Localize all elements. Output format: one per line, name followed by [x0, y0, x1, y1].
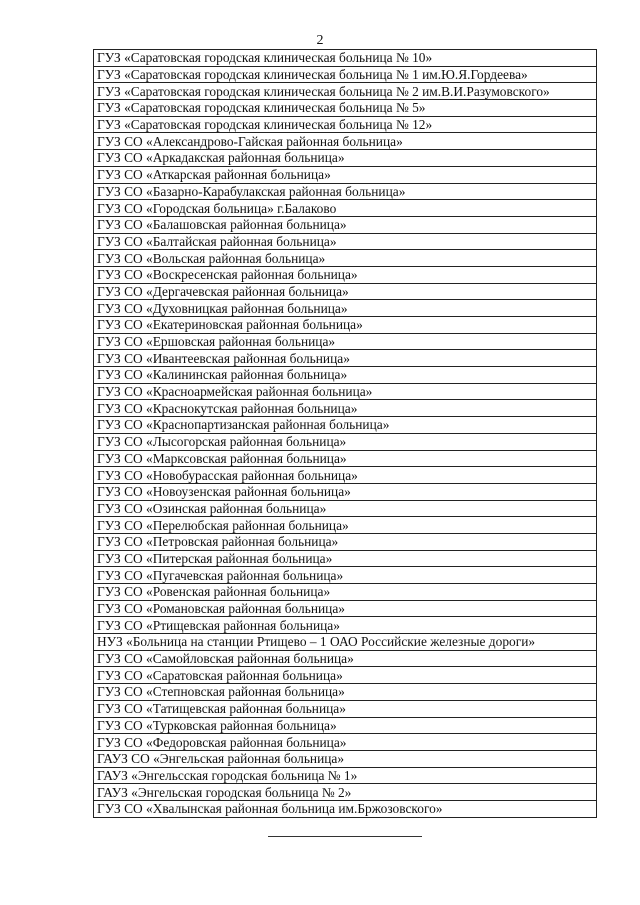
table-row — [94, 50, 597, 67]
table-row — [94, 684, 597, 701]
table-row — [94, 350, 597, 367]
hospital-name-cell: ГУЗ СО «Петровская районная больница» — [94, 533, 597, 550]
table-row — [94, 133, 597, 150]
table-row — [94, 617, 597, 634]
table-row — [94, 584, 597, 601]
hospital-name-cell: ГУЗ «Саратовская городская клиническая больница № 2 им.В.И.Разумовского» — [94, 83, 597, 100]
table-row — [94, 717, 597, 734]
hospital-name-cell: ГУЗ СО «Воскресенская районная больница» — [94, 266, 597, 283]
table-row — [94, 100, 597, 117]
hospital-name-cell: ГУЗ СО «Новобурасская районная больница» — [94, 467, 597, 484]
table-row — [94, 216, 597, 233]
hospital-name-cell: ГУЗ СО «Балашовская районная больница» — [94, 216, 597, 233]
table-row — [94, 734, 597, 751]
table-row — [94, 517, 597, 534]
hospital-name-cell: ГАУЗ «Энгельсская городская больница № 1» — [94, 767, 597, 784]
hospital-name-cell: ГУЗ СО «Калининская районная больница» — [94, 367, 597, 384]
table-row — [94, 800, 597, 817]
hospital-name-cell: ГУЗ СО «Вольская районная больница» — [94, 250, 597, 267]
table-row — [94, 550, 597, 567]
table-row — [94, 200, 597, 217]
hospital-name-cell: ГУЗ СО «Перелюбская районная больница» — [94, 517, 597, 534]
hospital-name-cell: ГУЗ СО «Ртищевская районная больница» — [94, 617, 597, 634]
table-row — [94, 116, 597, 133]
hospital-name-cell: ГУЗ СО «Ровенская районная больница» — [94, 584, 597, 601]
table-row — [94, 767, 597, 784]
hospital-name-cell: НУЗ «Больница на станции Ртищево – 1 ОАО Российские железные дороги» — [94, 634, 597, 651]
hospital-name-cell: ГУЗ СО «Озинская районная больница» — [94, 500, 597, 517]
table-row — [94, 283, 597, 300]
table-row — [94, 483, 597, 500]
table-row — [94, 150, 597, 167]
table-row — [94, 333, 597, 350]
hospital-name-cell: ГАУЗ «Энгельская городская больница № 2» — [94, 784, 597, 801]
table-row — [94, 83, 597, 100]
hospital-name-cell: ГУЗ СО «Александрово-Гайская районная больница» — [94, 133, 597, 150]
hospital-name-cell: ГУЗ СО «Краснокутская районная больница» — [94, 400, 597, 417]
table-row — [94, 667, 597, 684]
hospital-name-cell: ГУЗ СО «Пугачевская районная больница» — [94, 567, 597, 584]
hospital-name-cell: ГАУЗ СО «Энгельская районная больница» — [94, 750, 597, 767]
hospital-name-cell: ГУЗ СО «Краснопартизанская районная больница» — [94, 417, 597, 434]
hospital-name-cell: ГУЗ СО «Духовницкая районная больница» — [94, 300, 597, 317]
hospital-name-cell: ГУЗ СО «Марксовская районная больница» — [94, 450, 597, 467]
hospital-name-cell: ГУЗ СО «Базарно-Карабулакская районная больница» — [94, 183, 597, 200]
hospital-name-cell: ГУЗ «Саратовская городская клиническая больница № 1 им.Ю.Я.Гордеева» — [94, 66, 597, 83]
footer-divider — [268, 836, 422, 837]
table-row — [94, 750, 597, 767]
hospital-name-cell: ГУЗ СО «Городская больница» г.Балаково — [94, 200, 597, 217]
table-row — [94, 634, 597, 651]
table-row — [94, 784, 597, 801]
hospital-name-cell: ГУЗ СО «Ивантеевская районная больница» — [94, 350, 597, 367]
table-row — [94, 600, 597, 617]
table-row — [94, 66, 597, 83]
hospital-name-cell: ГУЗ СО «Ершовская районная больница» — [94, 333, 597, 350]
table-row — [94, 183, 597, 200]
table-row — [94, 233, 597, 250]
table-row — [94, 250, 597, 267]
table-row — [94, 300, 597, 317]
table-row — [94, 367, 597, 384]
hospital-name-cell: ГУЗ СО «Красноармейская районная больница» — [94, 383, 597, 400]
hospital-name-cell: ГУЗ СО «Новоузенская районная больница» — [94, 483, 597, 500]
hospital-name-cell: ГУЗ СО «Татищевская районная больница» — [94, 700, 597, 717]
table-row — [94, 433, 597, 450]
table-row — [94, 467, 597, 484]
table-row — [94, 383, 597, 400]
hospital-list-body — [94, 50, 597, 818]
hospital-name-cell: ГУЗ СО «Степновская районная больница» — [94, 684, 597, 701]
table-row — [94, 650, 597, 667]
table-row — [94, 700, 597, 717]
hospital-name-cell: ГУЗ СО «Дергачевская районная больница» — [94, 283, 597, 300]
hospital-name-cell: ГУЗ «Саратовская городская клиническая больница № 10» — [94, 50, 597, 67]
hospital-name-cell: ГУЗ СО «Саратовская районная больница» — [94, 667, 597, 684]
hospital-name-cell: ГУЗ СО «Аркадакская районная больница» — [94, 150, 597, 167]
hospital-name-cell: ГУЗ СО «Романовская районная больница» — [94, 600, 597, 617]
table-row — [94, 166, 597, 183]
table-row — [94, 450, 597, 467]
table-row — [94, 500, 597, 517]
hospital-name-cell: ГУЗ СО «Федоровская районная больница» — [94, 734, 597, 751]
hospital-name-cell: ГУЗ СО «Лысогорская районная больница» — [94, 433, 597, 450]
hospital-name-cell: ГУЗ СО «Питерская районная больница» — [94, 550, 597, 567]
hospital-name-cell: ГУЗ СО «Хвалынская районная больница им.Бржозовского» — [94, 800, 597, 817]
table-row — [94, 533, 597, 550]
hospital-name-cell: ГУЗ СО «Екатериновская районная больница» — [94, 317, 597, 334]
hospital-name-cell: ГУЗ СО «Турковская районная больница» — [94, 717, 597, 734]
hospital-name-cell: ГУЗ «Саратовская городская клиническая больница № 5» — [94, 100, 597, 117]
hospital-name-cell: ГУЗ СО «Балтайская районная больница» — [94, 233, 597, 250]
table-row — [94, 567, 597, 584]
hospital-name-cell: ГУЗ СО «Аткарская районная больница» — [94, 166, 597, 183]
table-row — [94, 317, 597, 334]
table-row — [94, 417, 597, 434]
table-row — [94, 400, 597, 417]
table-row — [94, 266, 597, 283]
hospital-name-cell: ГУЗ СО «Самойловская районная больница» — [94, 650, 597, 667]
hospital-list-table — [93, 49, 597, 818]
hospital-name-cell: ГУЗ «Саратовская городская клиническая больница № 12» — [94, 116, 597, 133]
page-number: 2 — [316, 33, 324, 48]
